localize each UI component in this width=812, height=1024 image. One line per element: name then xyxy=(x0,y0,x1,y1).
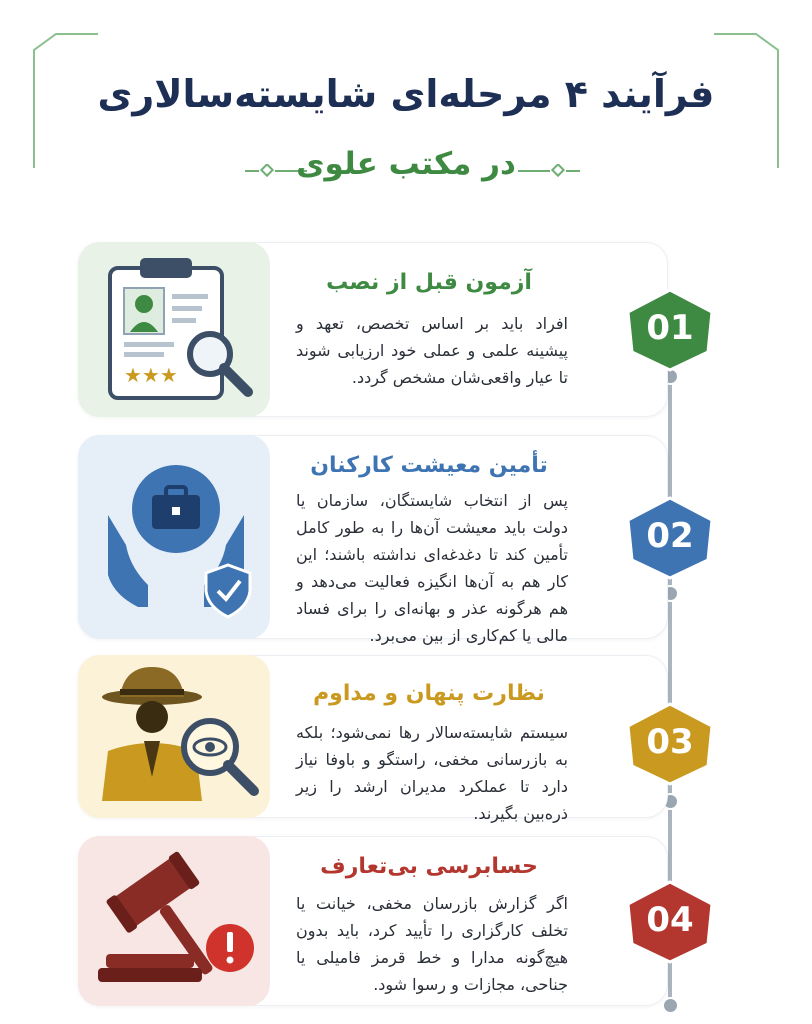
step-illustration-2 xyxy=(78,435,270,639)
step-number-1: 01 xyxy=(646,308,694,348)
step-title-4: حسابرسی بی‌تعارف xyxy=(320,854,538,879)
step-illustration-3 xyxy=(78,655,270,818)
step-number-4: 04 xyxy=(646,900,694,940)
svg-text:★★★: ★★★ xyxy=(124,363,178,387)
step-card-3 xyxy=(78,655,668,823)
step-illustration-4 xyxy=(78,836,270,1006)
subtitle-row xyxy=(0,146,812,196)
step-number-2: 02 xyxy=(646,516,694,556)
step-badge-4 xyxy=(622,878,718,964)
step-title-2: تأمین معیشت کارکنان xyxy=(310,453,548,478)
step-number-3: 03 xyxy=(646,722,694,762)
right-ornament-icon xyxy=(518,164,580,178)
step-badge-2 xyxy=(622,494,718,580)
step-text-2: پس از انتخاب شایستگان، سازمان یا دولت باید معیشت آن‌ها را به طور کامل تأمین کند تا دغدغه‌ای نداشته باشند؛ این کار هم به آن‌ها انگیزه فعالیت می‌دهد و هم هرگونه عذر و بهانه‌ای را برای فساد مالی یا کم‌کاری از بین می‌برد. xyxy=(296,491,568,645)
step-badge-1 xyxy=(622,286,718,372)
step-title-1: آزمون قبل از نصب xyxy=(326,270,532,295)
step-text-1: افراد باید بر اساس تخصص، تعهد و پیشینه علمی و عملی خود ارزیابی شوند تا عیار واقعی‌شان مشخص گردد. xyxy=(296,314,568,387)
step-card-4 xyxy=(78,836,668,1006)
page-subtitle: در مکتب علوی xyxy=(296,146,516,182)
gavel-warning-icon xyxy=(78,836,270,1006)
step-badge-3 xyxy=(622,700,718,786)
step-text-3: سیستم شایسته‌سالار رها نمی‌شود؛ بلکه به بازرسانی مخفی، راستگو و باوفا نیاز دارد تا عملکرد مدیران ارشد را زیر ذره‌بین بگیرند. xyxy=(296,723,568,823)
hands-briefcase-shield-icon xyxy=(78,435,270,639)
page-title: فرآیند ۴ مرحله‌ای شایسته‌سالاری xyxy=(97,72,715,116)
detective-magnifier-eye-icon xyxy=(78,655,270,818)
step-title-3: نظارت پنهان و مداوم xyxy=(313,681,545,706)
clipboard-magnifier-icon xyxy=(78,242,270,417)
step-card-1 xyxy=(78,242,668,417)
step-text-4: اگر گزارش بازرسان مخفی، خیانت یا تخلف کارگزاری را تأیید کرد، باید بدون هیچ‌گونه مدارا و خط قرمز فامیلی یا جناحی، مجازات و رسوا شود. xyxy=(296,894,568,994)
step-illustration-1 xyxy=(78,242,270,417)
step-card-2 xyxy=(78,435,668,645)
